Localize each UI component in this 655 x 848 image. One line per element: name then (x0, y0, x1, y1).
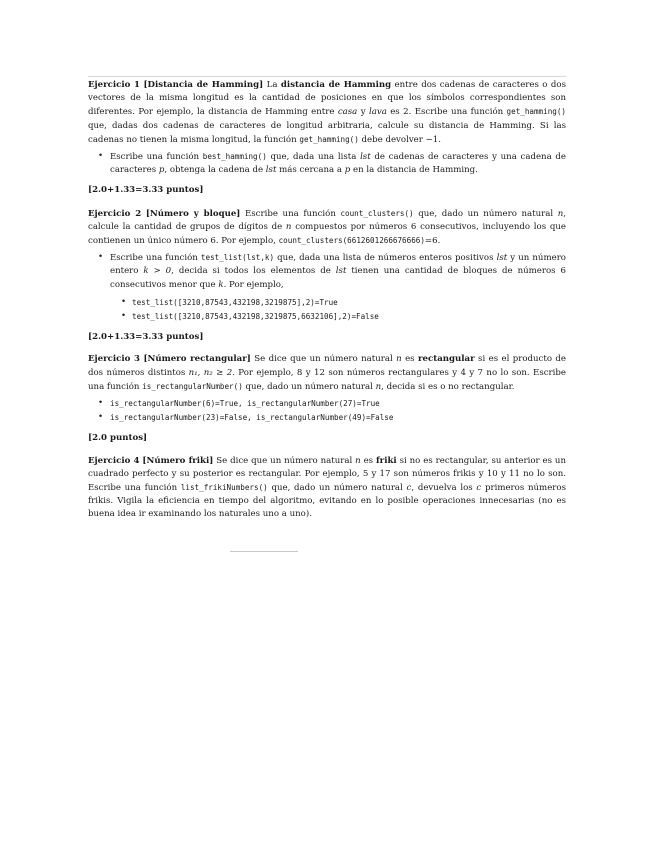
math: n (355, 455, 361, 466)
math: p (344, 165, 351, 176)
list-item (110, 150, 566, 177)
text: que, dadas dos cadenas de caracteres de longitud arbitraria, calcule su distancia de Hamming. Si las cadenas no tienen la misma longitud, la función (88, 120, 566, 145)
text: que, dado un número natural (413, 208, 558, 219)
text: Se dice que un número natural (213, 455, 356, 466)
exercise-4 (88, 455, 566, 522)
text: Escribe una función (240, 208, 341, 219)
text: que, dada una lista de números enteros positivos (274, 253, 497, 264)
math: c (406, 483, 412, 494)
text: si no es rectangular, su anterior es un cuadrado perfecto y su posterior es rectangular. Por ejemplo, 5 y 17 son números frikis y 10 y 11 no lo son. Escribe una función (88, 455, 566, 494)
text: debe devolver −1. (358, 134, 441, 145)
bottom-rule (230, 551, 298, 552)
text: es (401, 354, 418, 365)
text: =6. (424, 236, 441, 247)
text: , obtenga la cadena de (164, 165, 266, 176)
text: Se dice que un número natural (250, 354, 397, 365)
example-code: is_rectangularNumber(6)=True, is_rectangularNumber(27)=True (110, 399, 380, 409)
term: distancia de Hamming (280, 80, 392, 90)
math: c (476, 483, 482, 494)
function-call: count_clusters(6612601266676666) (278, 236, 425, 246)
exercise-1-title: Ejercicio 1 (88, 80, 141, 90)
text: . Por ejemplo, (223, 279, 284, 290)
math: n₁, n₂ ≥ 2 (188, 367, 233, 378)
exercise-3-name: [Número rectangular] (143, 354, 251, 365)
term: friki (375, 455, 397, 466)
document-page (88, 79, 566, 522)
function-name: get_hamming() (299, 134, 359, 144)
function-name: count_clusters() (340, 208, 414, 218)
math: lst (360, 152, 371, 163)
list-item (110, 251, 566, 324)
text: primeros números frikis. Vigila la eficiencia en tiempo del algoritmo, evitando en lo posible operaciones innecesarias (no es buena idea ir examinando los naturales uno a uno). (88, 483, 566, 520)
points-3: [2.0 puntos] (88, 433, 148, 444)
function-name: get_hamming() (506, 107, 566, 117)
text: más cercana a (276, 165, 345, 176)
term: rectangular (418, 354, 475, 365)
text: y un número entero (110, 253, 566, 277)
math: n (375, 381, 382, 392)
example-item (132, 310, 566, 324)
points-2: [2.0+1.33=3.33 puntos] (88, 332, 204, 343)
text: , decida si todos los elementos de (171, 266, 336, 277)
text: , calcule la cantidad de grupos de dígitos de (88, 208, 566, 232)
text: entre dos cadenas de caracteres o dos vectores de la misma longitud es la cantidad de posiciones en que los símbolos correspondientes son diferentes. Por ejemplo, la distancia de Hamming entre (88, 80, 566, 118)
math: k (218, 279, 224, 290)
text: , devuelva los (411, 483, 477, 494)
exercise-1-name: [Distancia de Hamming] (143, 80, 264, 90)
word: casa (337, 107, 358, 118)
exercise-1 (88, 79, 566, 147)
example-code: test_list([3210,87543,432198,3219875],2)=True (132, 297, 338, 307)
text: si es el producto de dos números distintos (88, 354, 566, 378)
exercise-2-bullets (88, 251, 566, 324)
exercise-2-title: Ejercicio 2 (88, 208, 142, 219)
text: Escribe una función (110, 152, 203, 163)
text: La (263, 80, 281, 90)
text: de cadenas de caracteres y una cadena de caracteres (110, 152, 566, 176)
points-1: [2.0+1.33=3.33 puntos] (88, 185, 204, 196)
example-code: test_list([3210,87543,432198,3219875,6632106],2)=False (132, 312, 379, 322)
text: que, dado un número natural (242, 381, 376, 392)
text: es 2. Escribe una función (386, 107, 507, 118)
example-item (132, 296, 566, 310)
math: lst (335, 266, 347, 277)
math: lst (265, 165, 277, 176)
text: . Por ejemplo, 8 y 12 son números rectangulares y 4 y 7 no lo son. Escribe una función (88, 367, 566, 392)
exercise-1-bullets (88, 150, 566, 177)
text: Escribe una función (110, 253, 201, 264)
exercise-4-title: Ejercicio 4 (88, 455, 140, 466)
list-item (110, 397, 566, 411)
exercise-2-name: [Número y bloque] (145, 208, 241, 219)
function-name: best_hamming() (202, 152, 267, 162)
math: lst (496, 253, 508, 264)
math: n (285, 221, 292, 232)
text: es (360, 455, 376, 466)
exercise-3 (88, 353, 566, 394)
text: tienen una cantidad de bloques de números 6 consecutivos menor que (110, 266, 566, 290)
example-code: is_rectangularNumber(23)=False, is_rectangularNumber(49)=False (110, 413, 394, 423)
exercise-3-bullets (88, 397, 566, 425)
text: y (357, 107, 369, 118)
text: , decida si es o no rectangular. (381, 381, 515, 392)
text: en la distancia de Hamming. (350, 165, 478, 176)
exercise-2 (88, 207, 566, 249)
math: n (396, 354, 402, 365)
math: p (158, 165, 165, 176)
word: lava (368, 107, 387, 118)
exercise-2-examples (110, 296, 566, 324)
math: n (557, 208, 564, 219)
exercise-3-title: Ejercicio 3 (88, 354, 141, 365)
function-name: list_frikiNumbers() (180, 483, 268, 493)
math: k > 0 (143, 266, 172, 277)
top-rule (88, 76, 566, 77)
text: que, dada una lista (266, 152, 361, 163)
exercise-4-name: [Número friki] (142, 455, 214, 466)
text: que, dado un número natural (267, 483, 407, 494)
text: compuestos por números 6 consecutivos, incluyendo los que contienen un único número 6. Por ejemplo, (88, 221, 566, 247)
function-name: is_rectangularNumber() (142, 381, 243, 391)
function-name: test_list(lst,k) (200, 253, 275, 263)
list-item (110, 411, 566, 425)
